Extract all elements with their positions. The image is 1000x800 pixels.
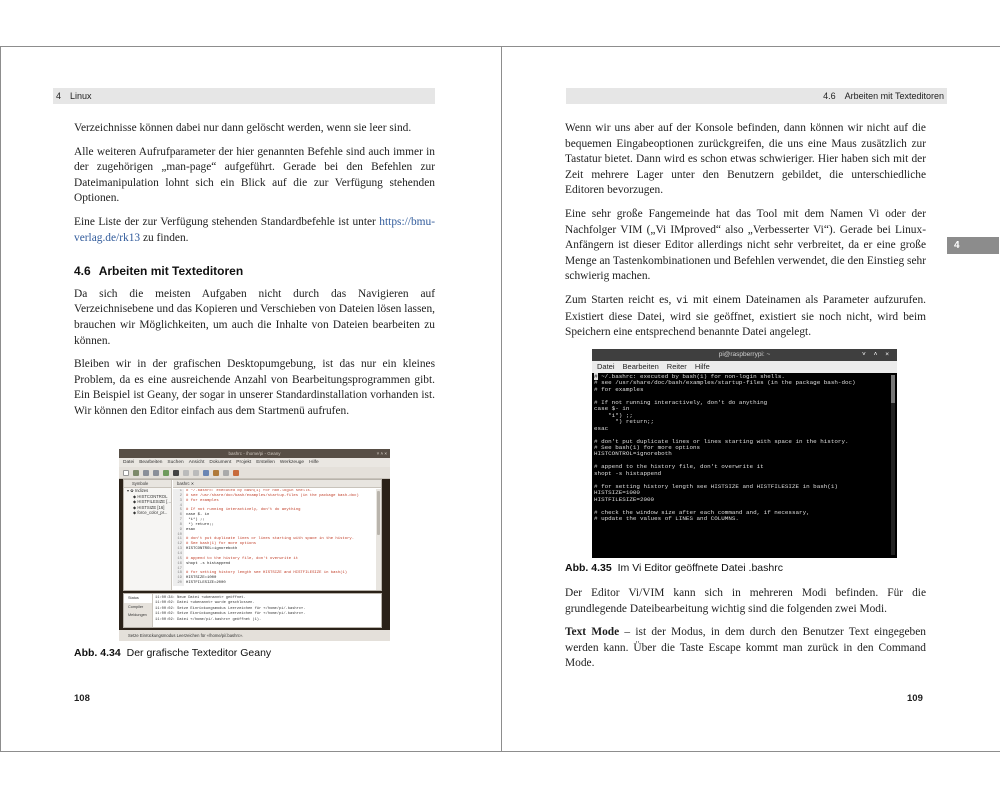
code-text: HISTSIZE=1000 — [186, 576, 217, 581]
geany-editor — [173, 480, 381, 590]
compile-icon — [203, 470, 209, 476]
line-number: 8 — [173, 523, 184, 528]
geany-title-bar — [119, 449, 390, 458]
message-tab: Meldungen — [128, 613, 147, 617]
line-number: 19 — [173, 576, 184, 581]
line-number: 16 — [173, 562, 184, 567]
paragraph: Der Editor Vi/VIM kann sich in mehreren Modi befinden. Für die grundlegende Dateibearbeitung wichtig sind die folgenden zwei Modi. — [565, 587, 926, 615]
close-icon — [173, 470, 179, 476]
menu-item: Hilfe — [694, 362, 710, 371]
message-lines — [155, 596, 379, 623]
left-text-column — [74, 121, 435, 428]
menu-item: Datei — [597, 362, 615, 371]
vim-screenshot — [592, 349, 897, 558]
page-number-right: 109 — [907, 693, 923, 704]
menu-item: Suchen — [167, 460, 184, 465]
geany-scrollbar — [376, 489, 381, 590]
line-number: 2 — [173, 494, 184, 499]
code-text: # See bash(1) for more options — [186, 542, 257, 547]
paragraph: Wenn wir uns aber auf der Konsole befinden, dann können wir nicht auf die bequemen Eingabeoptionen zurückgreifen, die uns eine Maus zusätzlich zur Tastatur bietet. Dann wird es schon etwas schwieriger. Hier haben sich mit der Zeit mehrere Lager unter den Benutzern gebildet, die unterschiedliche Editoren bevorzugen. — [565, 122, 926, 197]
right-text-column — [565, 121, 926, 349]
caption-label: Abb. 4.35 — [565, 562, 612, 574]
message-tab: Compiler — [128, 604, 144, 609]
terminal-line: shopt -s histappend — [594, 469, 662, 477]
figure-caption-vim — [565, 562, 783, 574]
message-line: 11:00:02: Setze Einrückungsmodus Leerzeichen für «/home/pi/.bashrc». — [155, 606, 306, 611]
terminal-line: # see /usr/share/doc/bash/examples/startup-files (in the package bash-doc) — [594, 379, 856, 387]
line-number: 9 — [173, 528, 184, 533]
reload-icon — [163, 470, 169, 476]
geany-main-area — [123, 479, 382, 591]
code-text: # for examples — [186, 498, 219, 503]
terminal-scrollbar — [891, 375, 895, 555]
terminal-line: # for setting history length see HISTSIZE and HISTFILESIZE in bash(1) — [594, 482, 838, 490]
paragraph: Eine sehr große Fangemeinde hat das Tool mit dem Namen Vi oder der Nachfolger VIM („Vi IMproved“ also „Verbesserter Vi“). Gerade bei Linux-Anfängern ist dieser Editor allerdings nicht sehr verbreitet, da er eine große Menge an Tastenkombinationen und Befehlen verwendet, die den Einstieg sehr schwierig machen. — [565, 207, 926, 283]
running-head-right — [566, 88, 947, 104]
terminal-text: ~/.bashrc: executed by bash(1) for non-login shells. — [597, 373, 785, 380]
paragraph: Da sich die meisten Aufgaben nicht durch das Navigieren auf Verzeichnisebene und das Kopieren und Verschieben von Dateien lösen lassen, brauchen wir Möglichkeiten, um auch die Inhalte von Dateien bearbeiten zu können. — [74, 287, 435, 347]
caption-text: Der grafische Texteditor Geany — [126, 647, 272, 659]
link-paragraph-text: Eine Liste der zur Verfügung stehenden Standardbefehle ist unter — [74, 215, 380, 228]
symbol-tree — [124, 488, 171, 516]
message-line: 11:00:02: Setze Einrückungsmodus Leerzeichen für «/home/pi/.bashrc». — [155, 612, 306, 617]
symbol-tree-item: ◆ HISTSIZE [16] — [133, 504, 165, 510]
line-number: 11 — [173, 537, 184, 542]
menu-item: Dokument — [209, 460, 232, 465]
line-number: 18 — [173, 571, 184, 576]
terminal-line: # check the window size after each command and, if necessary, — [594, 508, 810, 516]
paragraph: Alle weiteren Aufrufparameter der hier genannten Befehle sind auch immer in der zugehörigen „man-page“ aufgeführt. Gerade bei den Befehlen zur Dateimanipulation lohnt sich ein Blick auf die zur Verfügung stehenden Optionen. — [74, 145, 435, 205]
sidebar-tab-symbols: Symbole — [124, 480, 171, 488]
terminal-window-title: pi@raspberrypi: ~ — [718, 351, 771, 358]
terminal-line: HISTCONTROL=ignoreboth — [594, 450, 672, 458]
text-mode-paragraph — [565, 625, 926, 672]
terminal-title-bar — [592, 349, 897, 361]
vi-paragraph — [565, 293, 926, 341]
geany-sidebar — [124, 480, 172, 590]
code-text: case $- in — [186, 513, 210, 518]
geany-message-window — [123, 593, 382, 628]
menu-item: Datei — [123, 460, 135, 465]
run-icon — [223, 470, 229, 476]
caption-label: Abb. 4.34 — [74, 647, 121, 659]
menu-item: Bearbeiten — [139, 460, 163, 465]
menu-item: Ansicht — [188, 460, 205, 465]
page-number-left: 108 — [74, 693, 90, 704]
message-tabs — [124, 594, 153, 627]
text-mode-term: Text Mode — [565, 626, 620, 639]
running-head-left — [53, 88, 435, 104]
line-number: 4 — [173, 504, 184, 509]
line-number: 15 — [173, 557, 184, 562]
line-number: 14 — [173, 552, 184, 557]
terminal-line: # update the values of LINES and COLUMNS. — [594, 514, 739, 522]
paragraph: Verzeichnisse können dabei nur dann gelöscht werden, wenn sie leer sind. — [74, 122, 412, 134]
caption-text: Im Vi Editor geöffnete Datei .bashrc — [617, 562, 783, 574]
color-chooser-icon — [233, 470, 239, 476]
geany-status-bar: Setze Einrückungsmodus Leerzeichen für «/home/pi/.bashrc». — [119, 630, 390, 641]
code-text: # see /usr/share/doc/bash/examples/startup-files (in the package bash-doc) — [186, 493, 359, 498]
text-mode-description: – ist der Modus, in dem durch den Benutzer Text eingegeben werden kann. Über die Taste Escape kommt man zurück in den Command Mode. — [565, 626, 926, 670]
save-icon — [143, 470, 149, 476]
window-controls-icon: ˅ ˄ × — [376, 451, 387, 456]
section-number: 4.6 — [823, 91, 836, 101]
code-text: shopt -s histappend — [186, 561, 231, 566]
code-text: *) return;; — [186, 522, 215, 527]
open-file-icon — [133, 470, 139, 476]
code-text: # for setting history length see HISTSIZE and HISTFILESIZE in bash(1) — [186, 571, 348, 576]
back-icon — [183, 470, 189, 476]
menu-item: Werkzeuge — [279, 460, 305, 465]
section-heading-title: Arbeiten mit Texteditoren — [98, 264, 244, 279]
terminal-line: # for examples — [594, 385, 644, 393]
symbol-tree-item: ◆ HISTCONTROL — [133, 493, 168, 499]
message-tab: Status — [124, 594, 152, 603]
terminal-line: *i*) ;; — [594, 411, 633, 419]
right-text-lower — [565, 586, 926, 680]
symbol-tree-item: ◆ force_color_pr... — [133, 510, 168, 516]
editor-tab-bashrc: bashrc ✕ — [173, 480, 381, 488]
message-line: 11:00:02: Datei «ubenannt» wurde geschlossen. — [155, 601, 255, 606]
new-file-icon — [123, 470, 129, 476]
chapter-number: 4 — [56, 91, 62, 101]
link-paragraph — [74, 215, 435, 246]
code-text: # append to the history file, don't overwrite it — [186, 556, 299, 561]
window-controls-icon: ˅ ˄ × — [862, 351, 892, 358]
chapter-tab-marker: 4 — [947, 237, 999, 254]
message-line: 11:00:02: Datei «/home/pi/.bashrc» geöffnet (1). — [155, 617, 262, 622]
line-number: 10 — [173, 533, 184, 538]
build-icon — [213, 470, 219, 476]
save-all-icon — [153, 470, 159, 476]
line-number: 13 — [173, 547, 184, 552]
symbol-tree-item: ◆ HISTFILESIZE [... — [133, 499, 171, 505]
geany-code-view — [173, 489, 375, 590]
bmu-verlag-link[interactable]: https://bmu-verlag.de/rk13 — [74, 215, 435, 244]
line-number: 5 — [173, 508, 184, 513]
section-title: Arbeiten mit Texteditoren — [844, 91, 944, 101]
code-text: HISTFILESIZE=2000 — [186, 581, 226, 586]
terminal-line: esac — [594, 424, 609, 432]
message-line: 11:00:34: Neue Datei «ubenannt» geöffnet. — [155, 596, 246, 600]
terminal-line: # append to the history file, don't overwrite it — [594, 463, 764, 471]
forward-icon — [193, 470, 199, 476]
chapter-title: Linux — [70, 91, 92, 101]
terminal-line: case $- in — [594, 405, 630, 413]
terminal-cursor: # — [594, 373, 598, 380]
code-text: # don't put duplicate lines or lines starting with space in the history. — [186, 537, 355, 542]
geany-toolbar — [119, 467, 390, 479]
geany-screenshot — [119, 449, 390, 641]
code-text: # ~/.bashrc: executed by bash(1) for non-login shells. — [186, 489, 313, 493]
geany-window-title: bashrc - /home/pi - Geany — [228, 451, 281, 456]
vi-paragraph-text: Zum Starten reicht es, — [565, 293, 677, 306]
terminal-line: # If not running interactively, don't do anything — [594, 398, 768, 406]
symbol-tree-item: ▾ ✿ Indizes — [127, 488, 149, 493]
line-number: 1 — [173, 489, 184, 494]
vi-paragraph-text: mit einem Dateinamen als Parameter aufzurufen. Existiert diese Datei, wird sie geöffnet, existiert sie noch nicht, wird beim Speichern eine entsprechend benannte Datei angelegt. — [565, 293, 926, 339]
code-text: *i*) ;; — [186, 518, 205, 523]
code-text: esac — [186, 527, 196, 532]
geany-menu-bar — [119, 458, 390, 467]
terminal-menu-bar — [592, 361, 897, 373]
code-line — [173, 581, 375, 586]
menu-item: Erstellen — [256, 460, 275, 465]
code-text: HISTCONTROL=ignoreboth — [186, 547, 238, 552]
line-number: 12 — [173, 542, 184, 547]
menu-item: Projekt — [236, 460, 252, 465]
terminal-line: HISTFILESIZE=2000 — [594, 495, 655, 503]
vi-command-code: vi — [676, 295, 689, 307]
terminal-line: HISTSIZE=1000 — [594, 489, 640, 497]
paragraph: Bleiben wir in der grafischen Desktopumgebung, ist das nur ein kleines Problem, da es eine ausreichende Anzahl von Bearbeitungsprogrammen gibt. Ein Beispiel ist Geany, der sogar in unserer Standardinstallation vorhanden ist. Wir können den Editor einfach aus dem Startmenü aufrufen. — [74, 358, 435, 417]
menu-item: Hilfe — [309, 460, 319, 465]
line-number: 17 — [173, 567, 184, 572]
line-number: 3 — [173, 499, 184, 504]
link-paragraph-text: zu finden. — [140, 231, 189, 244]
terminal-line: # See bash(1) for more options — [594, 443, 701, 451]
figure-caption-geany — [74, 647, 271, 659]
menu-item: Reiter — [666, 362, 687, 371]
code-text: # If not running interactively, don't do anything — [186, 508, 301, 513]
line-number: 7 — [173, 518, 184, 523]
terminal-line: # don't put duplicate lines or lines starting with space in the history. — [594, 437, 849, 445]
terminal-content — [594, 374, 889, 558]
section-heading-number: 4.6 — [74, 264, 91, 279]
line-number: 6 — [173, 513, 184, 518]
line-number: 20 — [173, 581, 184, 586]
section-heading — [74, 264, 435, 280]
menu-item: Bearbeiten — [622, 362, 659, 371]
terminal-line: *) return;; — [594, 418, 655, 426]
